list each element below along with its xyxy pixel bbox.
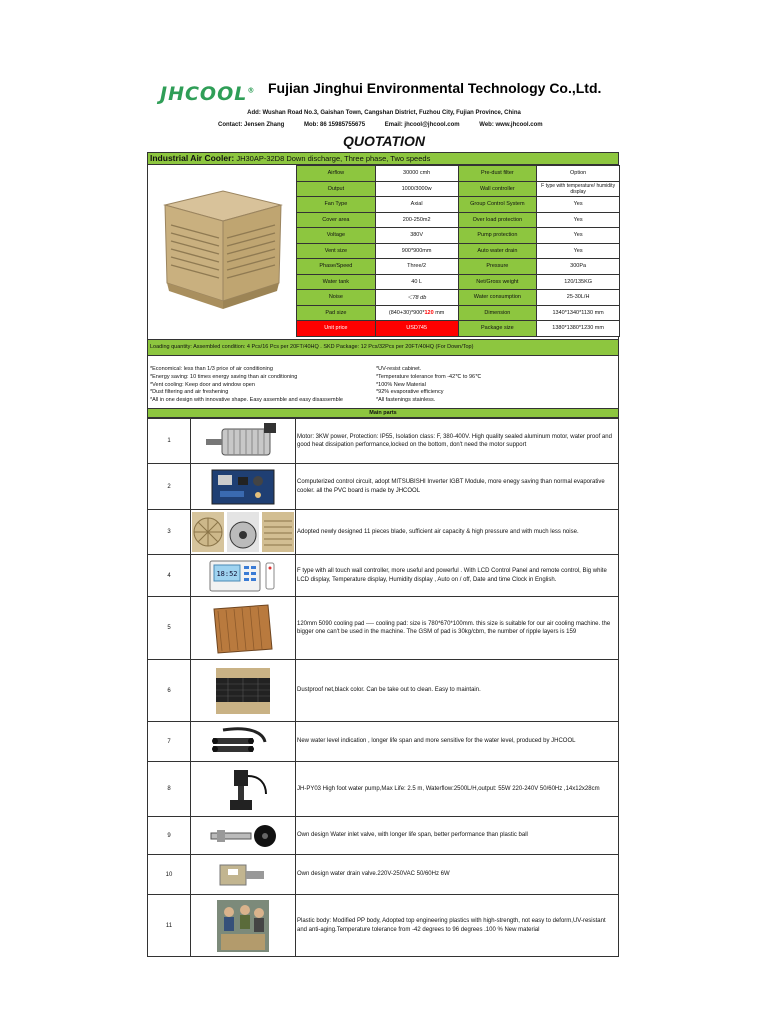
spec-row [297,181,620,197]
dustproof-net-icon [208,664,278,718]
feature-item: *All fastenings stainless. [376,397,436,404]
main-parts-table [147,418,619,957]
features-left [150,366,343,405]
part-number: 11 [148,895,191,957]
svg-text:18:52: 18:52 [216,569,238,578]
spec-value: 30000 cmh [375,166,458,182]
part-description: Own design water drain valve.220V-250VAC 50/60Hz 6W [296,855,619,895]
part-description: New water level indication , longer life span and more sensitive for the water level, produced by JHCOOL [296,722,619,762]
part-number: 4 [148,555,191,597]
water-level-sensor-icon [203,724,283,760]
feature-item: *UV-resist cabinet. [376,366,422,372]
spec-label: Vent size [297,243,376,259]
part-number: 1 [148,419,191,464]
features-section [147,356,619,408]
spec-label: Group Control System [458,197,537,213]
email-address[interactable]: Email: jhcool@jhcool.com [384,122,460,128]
spec-value: ＜78 db [375,290,458,306]
part-number: 8 [148,762,191,817]
spec-section [147,165,619,339]
part-number: 3 [148,510,191,555]
feature-item: *All in one design with innovative shape. Easy assemble and easy disassemble [150,397,343,404]
spec-value: 1000/3000w [375,181,458,197]
spec-value: Yes [537,197,620,213]
feature-item: *Energy saving: 10 times energy saving than air conditioning [150,373,298,380]
spec-label: Airflow [297,166,376,182]
cooling-pad-icon [208,601,278,655]
spec-row [297,212,620,228]
spec-row [297,166,620,182]
spec-value: 1380*1380*1230 mm [537,321,620,337]
part-number: 6 [148,660,191,722]
drain-valve-icon [208,859,278,891]
part-number: 10 [148,855,191,895]
part-description: 120mm 5090 cooling pad ---- cooling pad: size is 780*670*100mm. this size is suitable for our air cooling machine. the bigger one can't be used in the machine. The GSM of pad is 30kg/cbm, the number of ripple layers is 159 [296,597,619,660]
contact-line [218,122,561,128]
part-row [148,660,619,722]
main-parts-heading: Main parts [147,408,619,418]
mobile-number: Mob: 86 15985755675 [304,122,366,128]
part-description: Motor: 3KW power, Protection: IP55, Isolation class: F, 380-400V. High quality sealed aluminum motor, water proof and good heat dissipation performance,locked on the bottom, don't need the motor support [296,419,619,464]
spec-label: Water consumption [458,290,537,306]
part-description: Dustproof net,black color. Can be take out to clean. Easy to maintain. [296,660,619,722]
feature-item: *Dust filtering and air freshening [150,389,229,396]
spec-value: 25-30L/H [537,290,620,306]
part-description: Computerized control circuit, adopt MITSUBISHI Inverter IGBT Module, more enegy saving than normal evaporative cooler. all the PVC board is made by JHCOOL [296,464,619,510]
water-pump-icon [208,764,278,814]
product-title-bar: Industrial Air Cooler: JH30AP-32D8 Down discharge, Three phase, Two speeds [147,152,619,165]
feature-item: *Temperature tolerance from -42℃ to 96℃ [376,373,482,380]
wall-controller-icon [198,558,288,594]
spec-row [297,259,620,275]
spec-value: Option [537,166,620,182]
part-description: Adopted newly designed 11 pieces blade, sufficient air capacity & high pressure and with much less noise. [296,510,619,555]
air-cooler-photo [153,183,291,315]
spec-label: Noise [297,290,376,306]
spec-value: Three/2 [375,259,458,275]
spec-label: Water tank [297,274,376,290]
part-description: JH-PY03 High foot water pump,Max Life: 2.5 m, Waterflow:2500L/H,output: 55W 220-240V 50/60Hz ,14x12x28cm [296,762,619,817]
website[interactable]: Web: www.jhcool.com [479,122,543,128]
spec-value: Yes [537,212,620,228]
spec-value: Axial [375,197,458,213]
unit-price-value: USD745 [375,321,458,337]
feature-item: *100% New Material [376,381,426,388]
spec-label: Output [297,181,376,197]
spec-label: Pump protection [458,228,537,244]
spec-table [296,165,620,337]
part-row [148,464,619,510]
spec-label: Pressure [458,259,537,275]
spec-label: Auto water drain [458,243,537,259]
plastic-body-test-icon [215,898,271,954]
motor-icon [198,421,288,461]
part-row [148,895,619,957]
spec-value: 900*900mm [375,243,458,259]
spec-value: 1340*1340*1130 mm [537,305,620,321]
spec-row [297,274,620,290]
unit-price-label: Unit price [297,321,376,337]
part-number: 2 [148,464,191,510]
spec-value: Yes [537,228,620,244]
spec-value: 200-250m2 [375,212,458,228]
company-logo: JHCOOL® [160,83,256,105]
spec-label: Fan Type [297,197,376,213]
feature-item: *Vent cooling: Keep door and window open [150,381,255,388]
spec-value: 40 L [375,274,458,290]
feature-item: *Economical: less than 1/3 price of air conditioning [150,366,273,372]
spec-label: Pre-dust filter [458,166,537,182]
contact-person: Contact: Jensen Zhang [218,122,285,128]
company-name: Fujian Jinghui Environmental Technology Co.,Ltd. [268,80,602,96]
part-row [148,855,619,895]
spec-value: 120/135KG [537,274,620,290]
part-number: 5 [148,597,191,660]
spec-row [297,321,620,337]
spec-row [297,305,620,321]
spec-label: Over load protection [458,212,537,228]
part-row [148,597,619,660]
loading-quantity-bar: Loading quantity: Assembled condition: 4 Pcs/16 Pcs per 20FT/40HQ . SKD Package: 12 Pcs/32Pcs per 20FT/40HQ (For Down/Top) [147,339,619,356]
pad-size-value: (840+30)*900*120 mm [375,305,458,321]
part-number: 9 [148,817,191,855]
fan-blade-icon [191,511,295,553]
spec-row [297,197,620,213]
spec-row [297,290,620,306]
spec-label: Net/Gross weight [458,274,537,290]
part-description: Plastic body: Modified PP body, Adopted top engineering plastics with high-strength, not easy to deform,UV-resistant and anti-aging.Temperature tolerance from -42 degrees to 96 degrees .100 % New material [296,895,619,957]
circuit-board-icon [208,467,278,507]
feature-item: *92% evaporative efficiency [376,389,444,396]
part-row [148,722,619,762]
spec-label: Cover area [297,212,376,228]
spec-row [297,228,620,244]
part-row [148,419,619,464]
spec-label: Phase/Speed [297,259,376,275]
spec-label: Pad size [297,305,376,321]
spec-label: Dimension [458,305,537,321]
spec-label: Voltage [297,228,376,244]
spec-row [297,243,620,259]
inlet-valve-icon [203,821,283,851]
part-number: 7 [148,722,191,762]
part-description: Own design Water inlet valve, with longer life span, better performance than plastic ball [296,817,619,855]
part-description: F type with all touch wall controller, more useful and powerful . With LCD Control Panel and remote control, Big white LCD display, Temperature display, Humidity display , Auto on / off, Date and time Clock in English. [296,555,619,597]
part-row [148,762,619,817]
part-row [148,510,619,555]
spec-label: Package size [458,321,537,337]
spec-value: F type with temperature/ humidity display [537,181,620,197]
company-address: Add: Wushan Road No.3, Gaishan Town, Cangshan District, Fuzhou City, Fujian Province, China [247,110,521,116]
part-row [148,817,619,855]
spec-value: 300Pa [537,259,620,275]
features-right [376,366,481,405]
spec-label: Wall controller [458,181,537,197]
part-row [148,555,619,597]
spec-value: 380V [375,228,458,244]
spec-value: Yes [537,243,620,259]
page-title: QUOTATION [343,133,425,149]
quotation-sheet [147,152,619,957]
